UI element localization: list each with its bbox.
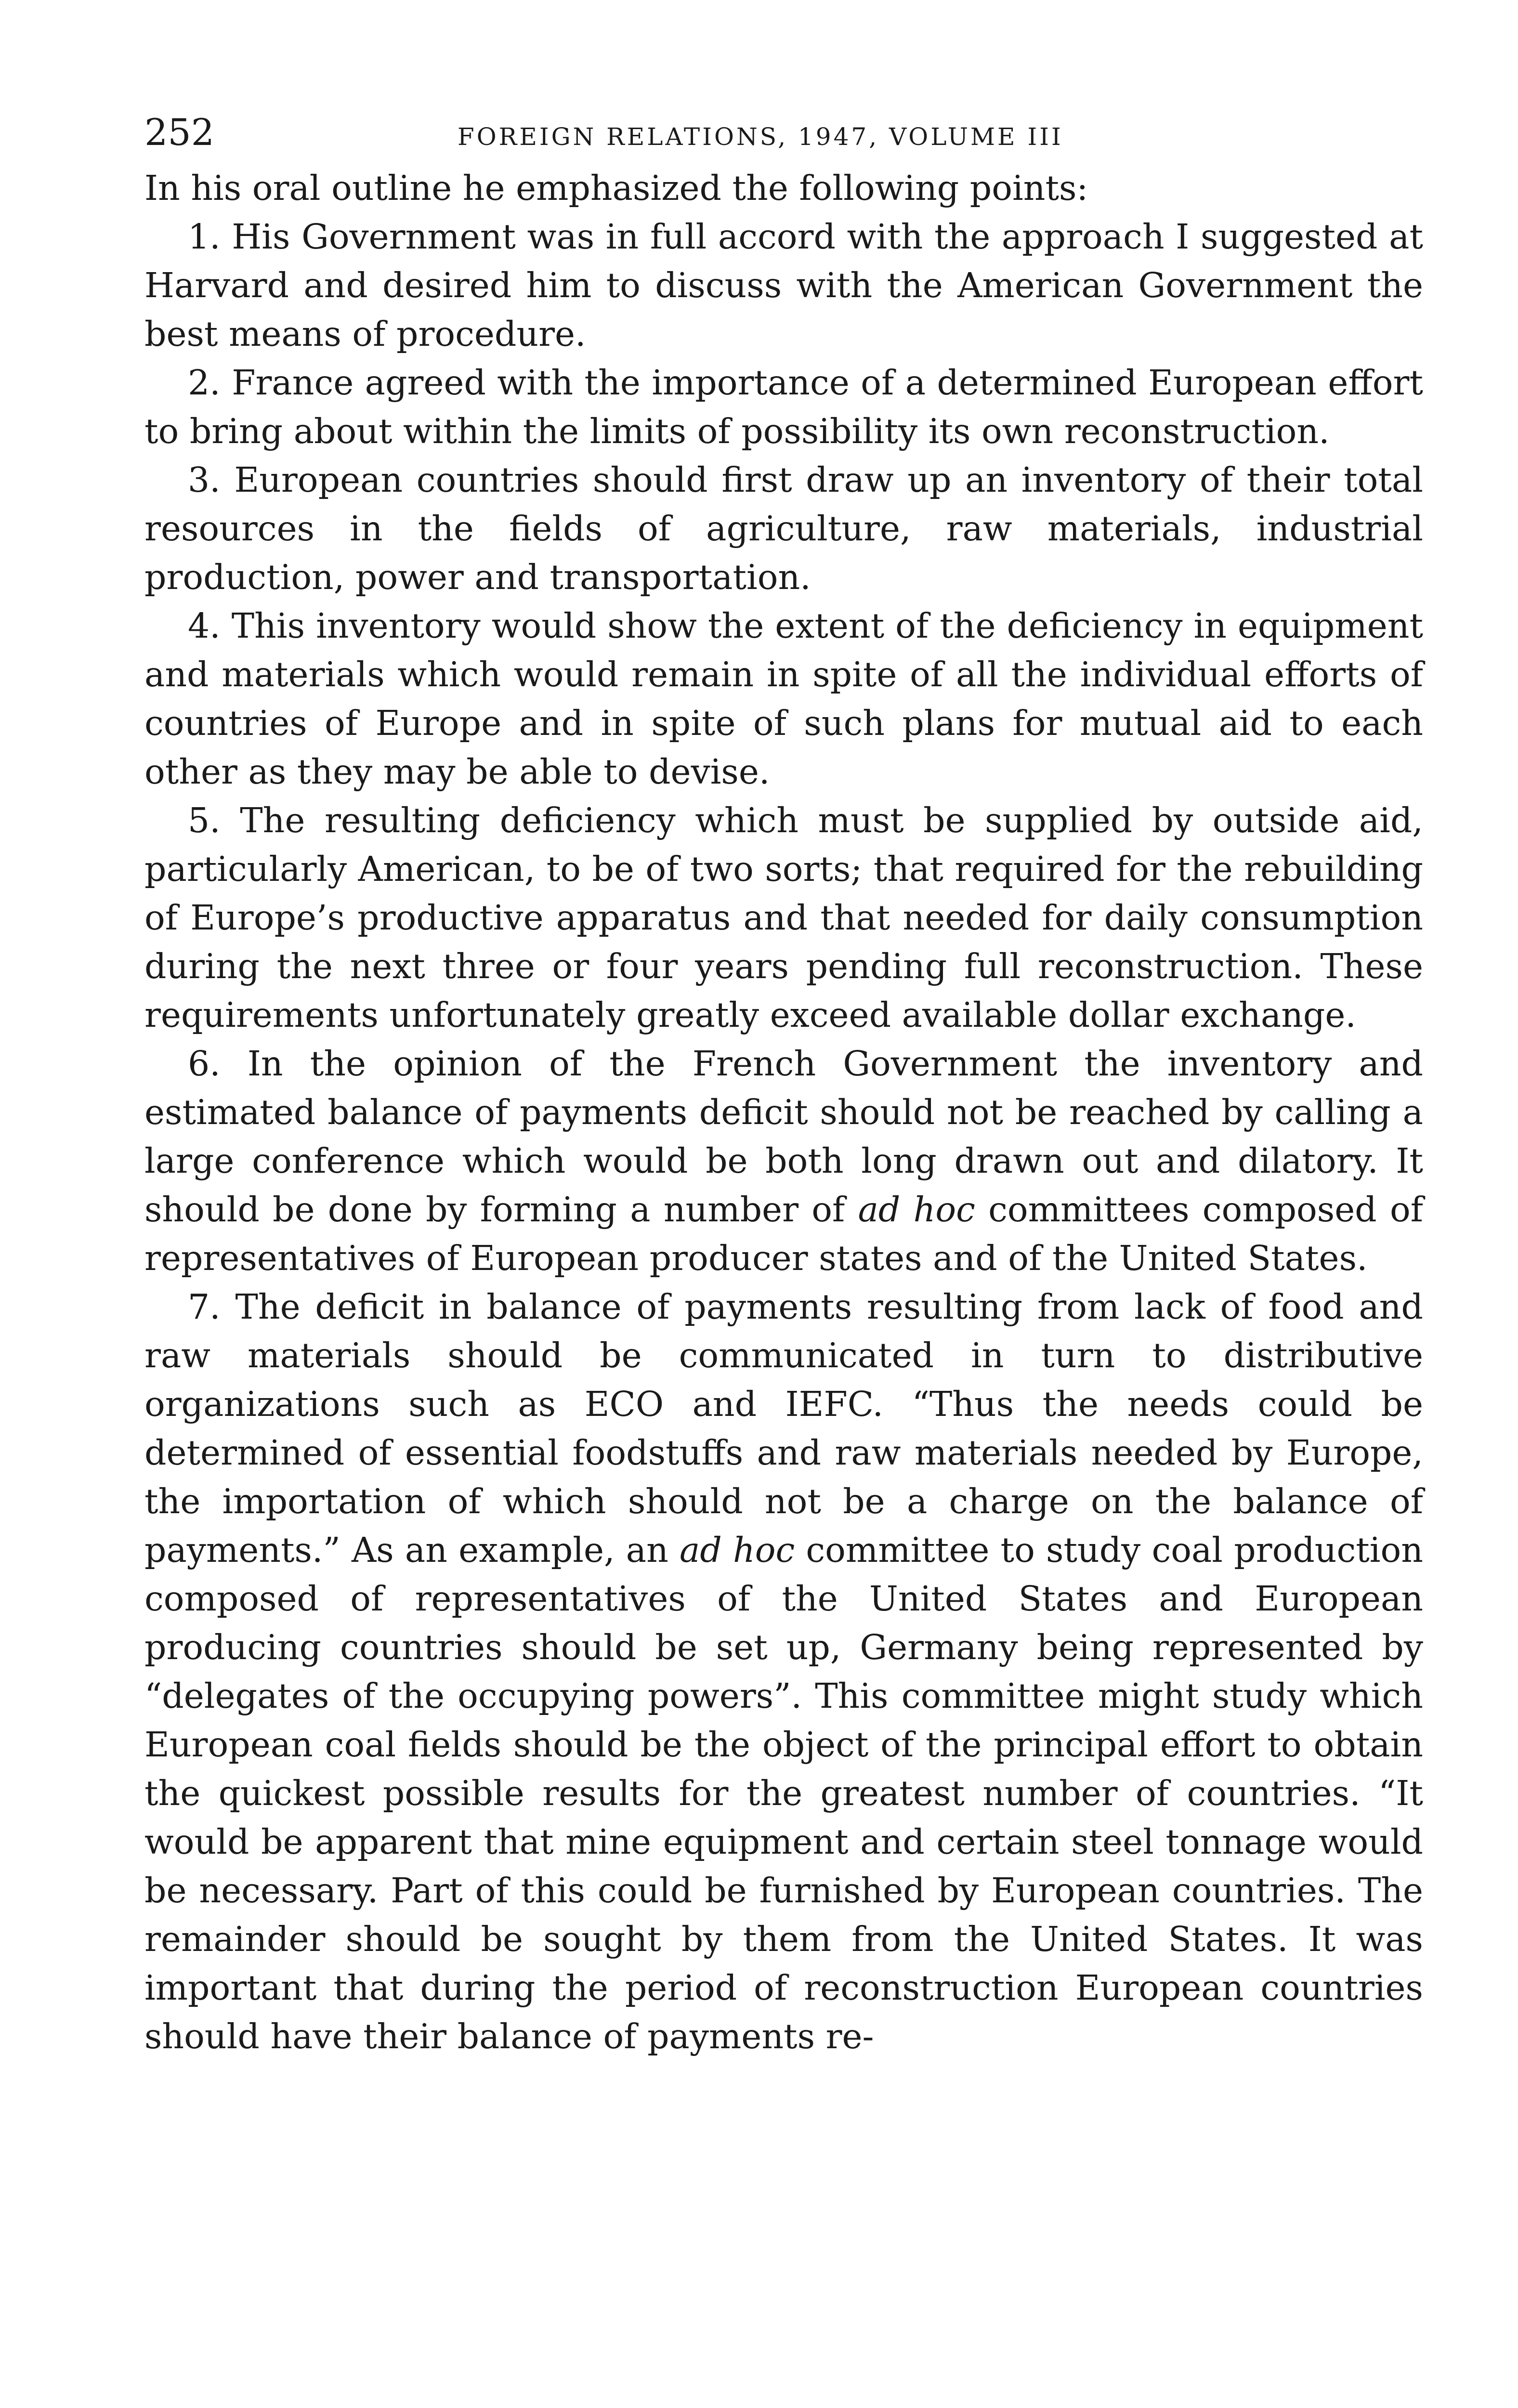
running-head — [144, 111, 1423, 164]
point-6 — [144, 1039, 1423, 1283]
point-2: 2. France agreed with the importance of a determined European effort to bring about within the limits of possibility its own reconstruction. — [144, 363, 1423, 451]
page-number: 252 — [144, 111, 215, 154]
point-4: 4. This inventory would show the extent of the deficiency in equipment and materials which would remain in spite of all the individual efforts of countries of Europe and in spite of such plans for mutual aid to each other as they may be able to devise. — [144, 606, 1423, 792]
point-6-text-start: 6. In the opinion of the French Government the inventory and estimated balance of payments deficit should not be reached by calling a large conference which would be both long drawn out and dilatory. It should be done by forming a number of — [144, 1044, 1423, 1230]
intro-paragraph: In his oral outline he emphasized the following points: — [144, 168, 1088, 208]
point-7 — [144, 1283, 1423, 2061]
point-7-italic-term: ad hoc — [680, 1530, 795, 1570]
running-title: FOREIGN RELATIONS, 1947, VOLUME III — [458, 123, 1063, 151]
document-page — [144, 111, 1423, 2061]
point-5: 5. The resulting deficiency which must be supplied by outside aid, particularly American, to be of two sorts; that required for the rebuilding of Europe’s productive apparatus and that needed for daily consumption during the next three or four years pending full reconstruction. These requirements unfortunately greatly exceed available dollar exchange. — [144, 800, 1423, 1035]
point-6-italic-term: ad hoc — [858, 1190, 975, 1230]
point-7-text-start: 7. The deficit in balance of payments resulting from lack of food and raw materials should be communicated in turn to distributive organizations such as ECO and IEFC. “Thus the needs could be determined of essential foodstuffs and raw materials needed by Europe, the importation of which should not be a charge on the balance of payments.” As an example, an — [144, 1287, 1423, 1570]
point-6-text-end: committees composed of representatives of European producer states and of the United States. — [144, 1190, 1423, 1278]
point-3: 3. European countries should first draw up an inventory of their total resources in the fields of agriculture, raw materials, industrial production, power and transportation. — [144, 460, 1423, 597]
point-7-text-end: committee to study coal production composed of representatives of the United States and European producing countries should be set up, Germany being represented by “delegates of the occupying powers”. This committee might study which European coal fields should be the object of the principal effort to obtain the quickest possible results for the greatest number of countries. “It would be apparent that mine equipment and certain steel tonnage would be necessary. Part of this could be furnished by European countries. The remainder should be sought by them from the United States. It was important that during the period of reconstruction European countries should have their balance of payments re- — [144, 1530, 1423, 2056]
point-1: 1. His Government was in full accord with the approach I suggested at Harvard and desired him to discuss with the American Government the best means of procedure. — [144, 217, 1423, 354]
